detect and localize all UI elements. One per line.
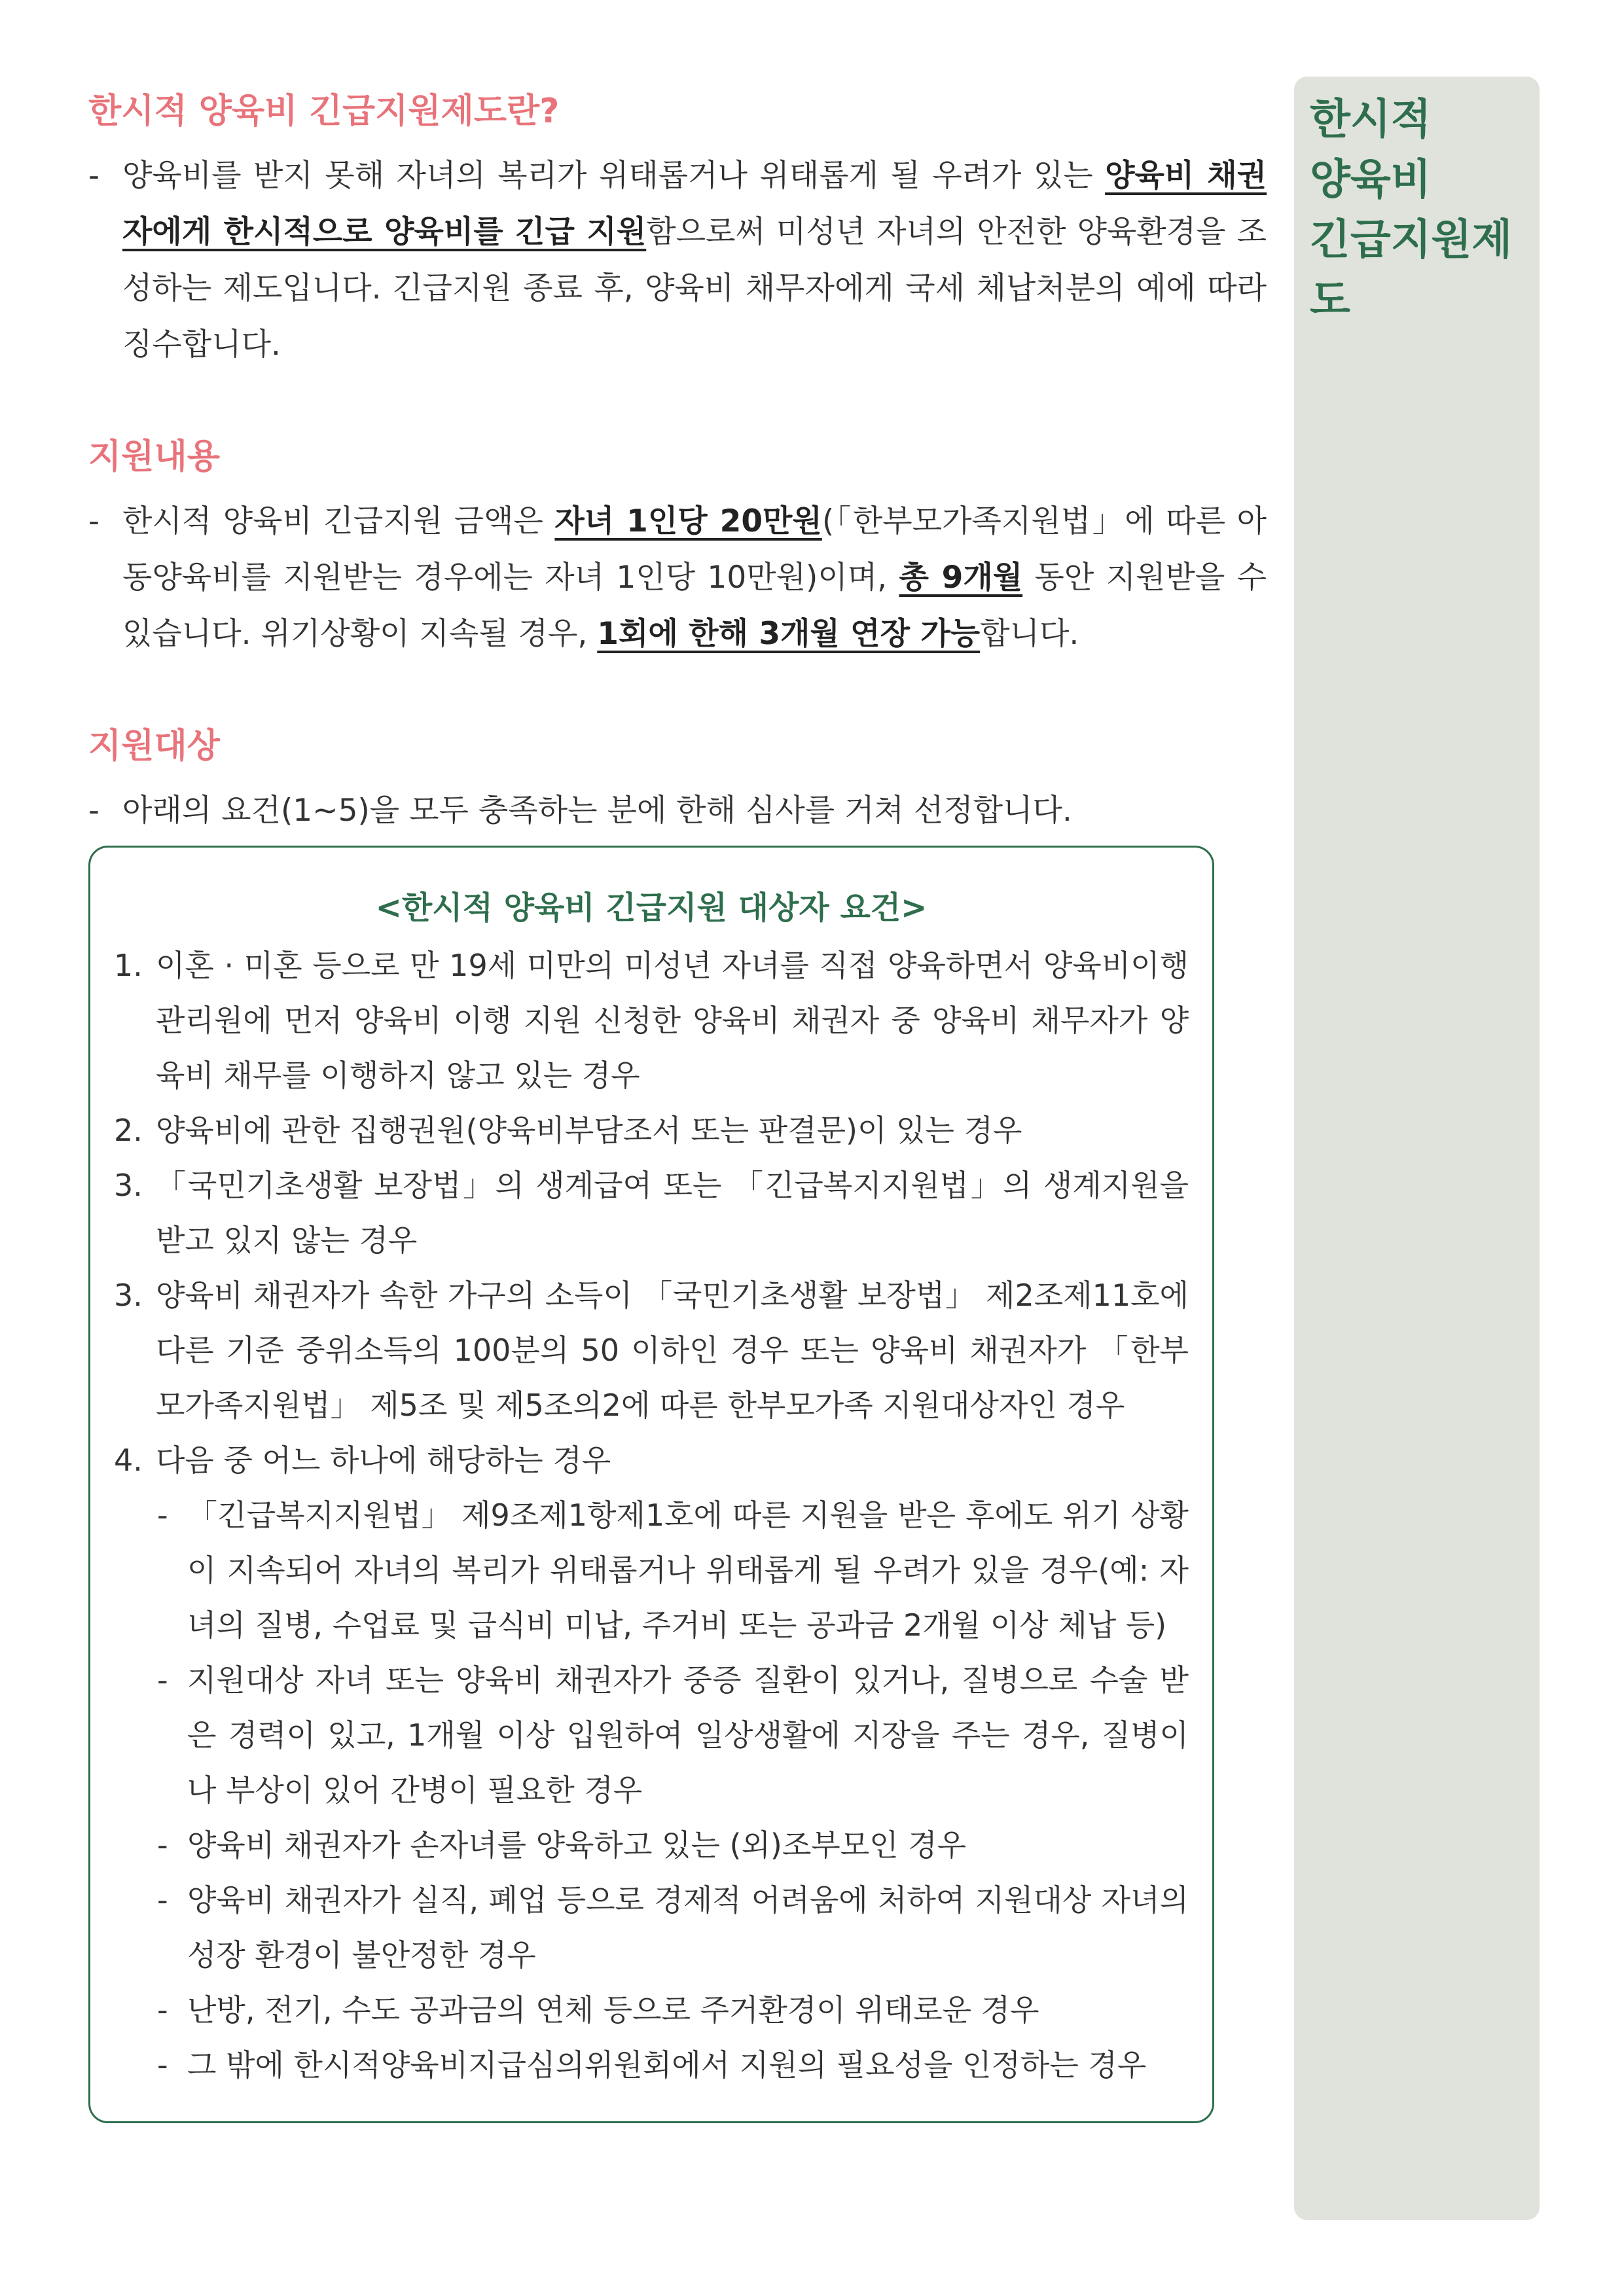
support-duration-emphasis: 총 9개월	[899, 560, 1023, 596]
requirement-number: 3.	[114, 1278, 143, 1313]
support-text-3: 동안 지원받을 수 있습니다. 위기상황이 지속될 경우,	[122, 560, 1267, 652]
requirement-subitem	[114, 1653, 1189, 1818]
section-title-intro: 한시적 양육비 긴급지원제도란?	[88, 92, 560, 131]
requirement-number: 3.	[114, 1168, 143, 1203]
support-amount-emphasis: 자녀 1인당 20만원	[554, 503, 822, 539]
sidebar-title-line: 한시적	[1310, 96, 1432, 144]
bullet-dash: -	[88, 793, 99, 829]
requirement-text: 양육비에 관한 집행권원(양육비부담조서 또는 판결문)이 있는 경우	[156, 1113, 1022, 1148]
subitem-dash: -	[157, 1992, 168, 2028]
bullet-dash: -	[88, 158, 99, 194]
sidebar-title-line: 양육비	[1310, 156, 1432, 204]
requirement-subitem	[114, 2037, 1189, 2092]
subitem-dash: -	[157, 1662, 168, 1698]
subitem-dash: -	[157, 1882, 168, 1918]
support-text-2: (「한부모가족지원법」에 따른 아동양육비를 지원받는 경우에는 자녀 1인당 10만원)이며,	[122, 503, 1267, 596]
requirements-box-title: <한시적 양육비 긴급지원 대상자 요건>	[375, 889, 928, 926]
requirement-subitem	[114, 1818, 1189, 1873]
support-text-4: 합니다.	[980, 616, 1079, 652]
subitem-dash: -	[157, 1498, 168, 1533]
requirement-number: 1.	[114, 948, 143, 983]
subitem-text: 난방, 전기, 수도 공과금의 연체 등으로 주거환경이 위태로운 경우	[187, 1992, 1039, 2028]
subitem-text: 그 밖에 한시적양육비지급심의위원회에서 지원의 필요성을 인정하는 경우	[187, 2047, 1147, 2083]
requirement-item	[114, 938, 1189, 1103]
requirement-subitem	[114, 1873, 1189, 1982]
requirement-item	[114, 1433, 1189, 1488]
sidebar-panel	[1294, 77, 1540, 2220]
requirement-item	[114, 1158, 1189, 1268]
subitem-text: 지원대상 자녀 또는 양육비 채권자가 중증 질환이 있거나, 질병으로 수술 받은 경력이 있고, 1개월 이상 입원하여 일상생활에 지장을 주는 경우, 질병이나 부상이 있어 간병이 필요한 경우	[187, 1662, 1189, 1808]
intro-paragraph	[88, 148, 1267, 373]
bullet-dash: -	[88, 503, 99, 539]
support-extension-emphasis: 1회에 한해 3개월 연장 가능	[597, 616, 981, 652]
eligibility-text: 아래의 요건(1~5)을 모두 충족하는 분에 한해 심사를 거쳐 선정합니다.	[122, 793, 1072, 829]
requirement-text: 다음 중 어느 하나에 해당하는 경우	[156, 1443, 611, 1478]
eligibility-paragraph	[88, 783, 1267, 839]
requirement-subitem	[114, 1488, 1189, 1653]
subitem-text: 양육비 채권자가 실직, 폐업 등으로 경제적 어려움에 처하여 지원대상 자녀의 성장 환경이 불안정한 경우	[187, 1882, 1189, 1973]
requirement-text: 양육비 채권자가 속한 가구의 소득이 「국민기초생활 보장법」 제2조제11호에 다른 기준 중위소득의 100분의 50 이하인 경우 또는 양육비 채권자가 「한부모가족지원법」 제5조 및 제5조의2에 따른 한부모가족 지원대상자인 경우	[156, 1278, 1189, 1423]
subitem-dash: -	[157, 2047, 168, 2083]
requirement-number: 4.	[114, 1443, 143, 1478]
intro-text-2: 함으로써 미성년 자녀의 안전한 양육환경을 조성하는 제도입니다. 긴급지원 종료 후, 양육비 채무자에게 국세 체납처분의 예에 따라 징수합니다.	[122, 214, 1267, 363]
section-title-support-content: 지원내용	[88, 437, 220, 476]
intro-text-1: 양육비를 받지 못해 자녀의 복리가 위태롭거나 위태롭게 될 우려가 있는	[122, 158, 1106, 194]
requirement-item	[114, 1268, 1189, 1433]
requirement-number: 2.	[114, 1113, 143, 1148]
support-text-1: 한시적 양육비 긴급지원 금액은	[122, 503, 555, 539]
requirements-box	[88, 846, 1214, 2123]
sidebar-title-line: 긴급지원제도	[1310, 216, 1513, 325]
subitem-dash: -	[157, 1827, 168, 1863]
requirement-text: 「국민기초생활 보장법」의 생계급여 또는 「긴급복지지원법」의 생계지원을 받고 있지 않는 경우	[156, 1168, 1189, 1258]
requirement-subitem	[114, 1982, 1189, 2037]
requirement-text: 이혼 · 미혼 등으로 만 19세 미만의 미성년 자녀를 직접 양육하면서 양육비이행관리원에 먼저 양육비 이행 지원 신청한 양육비 채권자 중 양육비 채무자가 양육비 채무를 이행하지 않고 있는 경우	[156, 948, 1189, 1093]
subitem-text: 「긴급복지지원법」 제9조제1항제1호에 따른 지원을 받은 후에도 위기 상황이 지속되어 자녀의 복리가 위태롭거나 위태롭게 될 우려가 있을 경우(예: 자녀의 질병, 수업료 및 급식비 미납, 주거비 또는 공과금 2개월 이상 체납 등)	[187, 1498, 1189, 1643]
support-content-paragraph	[88, 493, 1267, 662]
section-title-eligibility: 지원대상	[88, 726, 220, 766]
main-content	[88, 85, 1267, 2123]
sidebar-title	[1294, 77, 1540, 331]
intro-emphasis: 양육비 채권자에게 한시적으로 양육비를 긴급 지원	[122, 158, 1267, 250]
requirement-item	[114, 1103, 1189, 1158]
subitem-text: 양육비 채권자가 손자녀를 양육하고 있는 (외)조부모인 경우	[187, 1827, 967, 1863]
